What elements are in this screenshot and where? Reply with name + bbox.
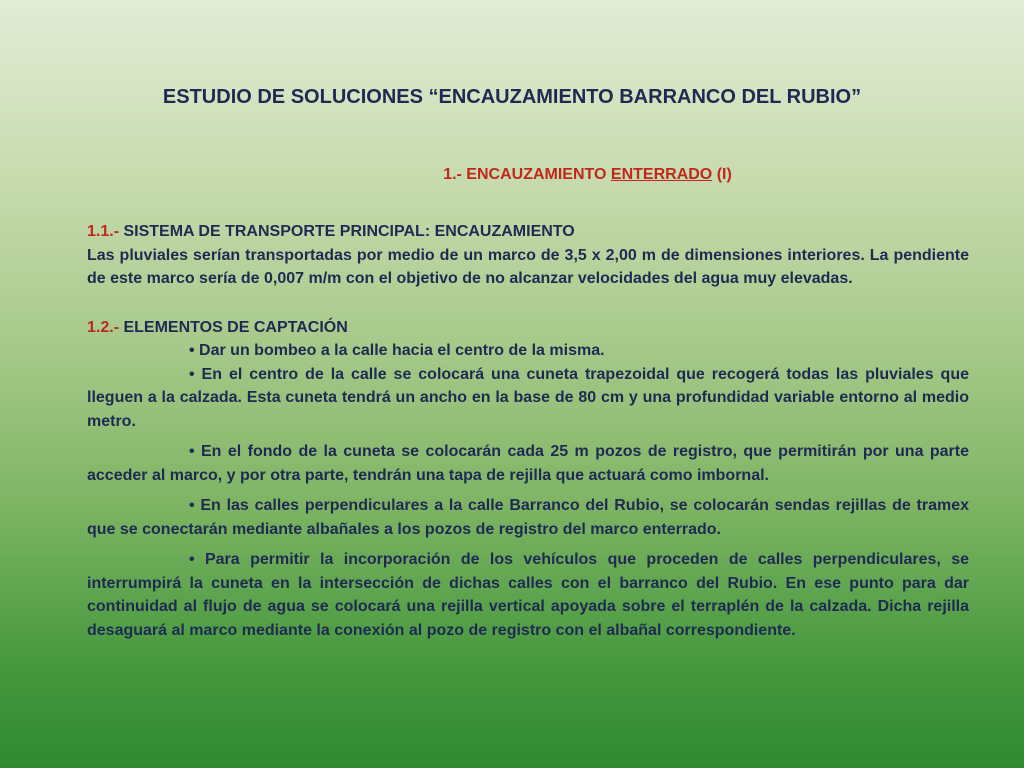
- slide-subtitle: [0, 164, 1024, 186]
- section-2-title: ELEMENTOS DE CAPTACIÓN: [119, 318, 348, 336]
- bullet-item: • En el fondo de la cuneta se colocarán cada 25 m pozos de registro, que permitirán por una parte acceder al marco, y por otra parte, tendrán una tapa de rejilla que actuará como imbornal.: [87, 443, 969, 484]
- subtitle-prefix: 1.- ENCAUZAMIENTO: [443, 166, 611, 183]
- subtitle-underlined-word: ENTERRADO: [610, 166, 713, 183]
- slide-title: ESTUDIO DE SOLUCIONES “ENCAUZAMIENTO BARRANCO DEL RUBIO”: [162, 86, 862, 108]
- bullet-item: • En las calles perpendiculares a la calle Barranco del Rubio, se colocarán sendas rejillas de tramex que se conectarán mediante albañales a los pozos de registro del marco enterrado.: [87, 497, 969, 538]
- section-2-number: 1.2.-: [87, 318, 120, 336]
- bullet-item: • Dar un bombeo a la calle hacia el centro de la misma.: [189, 342, 605, 359]
- section-1-heading: [87, 220, 969, 244]
- slide-body: [87, 220, 969, 642]
- subtitle-suffix: (I): [712, 166, 732, 183]
- section-1-paragraph: Las pluviales serían transportadas por medio de un marco de 3,5 x 2,00 m de dimensiones interiores. La pendiente de este marco sería de 0,007 m/m con el objetivo de no alcanzar velocidades del agua muy elevadas.: [87, 246, 969, 287]
- section-spacer: [87, 291, 969, 316]
- bullet-item: • Para permitir la incorporación de los vehículos que proceden de calles perpendiculares, se interrumpirá la cuneta en la intersección de dichas calles con el barranco del Rubio. En ese punto para dar continuidad al flujo de agua se colocará una rejilla vertical apoyada sobre el terraplén de la calzada. Dicha rejilla desaguará al marco mediante la conexión al pozo de registro con el albañal correspondiente.: [87, 551, 969, 639]
- section-1-title: SISTEMA DE TRANSPORTE PRINCIPAL: ENCAUZAMIENTO: [119, 223, 575, 240]
- bullet-item: • En el centro de la calle se colocará una cuneta trapezoidal que recogerá todas las pluviales que lleguen a la calzada. Esta cuneta tendrá un ancho en la base de 80 cm y una profundidad variable entorno al medio metro.: [87, 365, 969, 430]
- section-2-heading: [87, 316, 969, 340]
- section-1-number: 1.1.-: [87, 223, 120, 240]
